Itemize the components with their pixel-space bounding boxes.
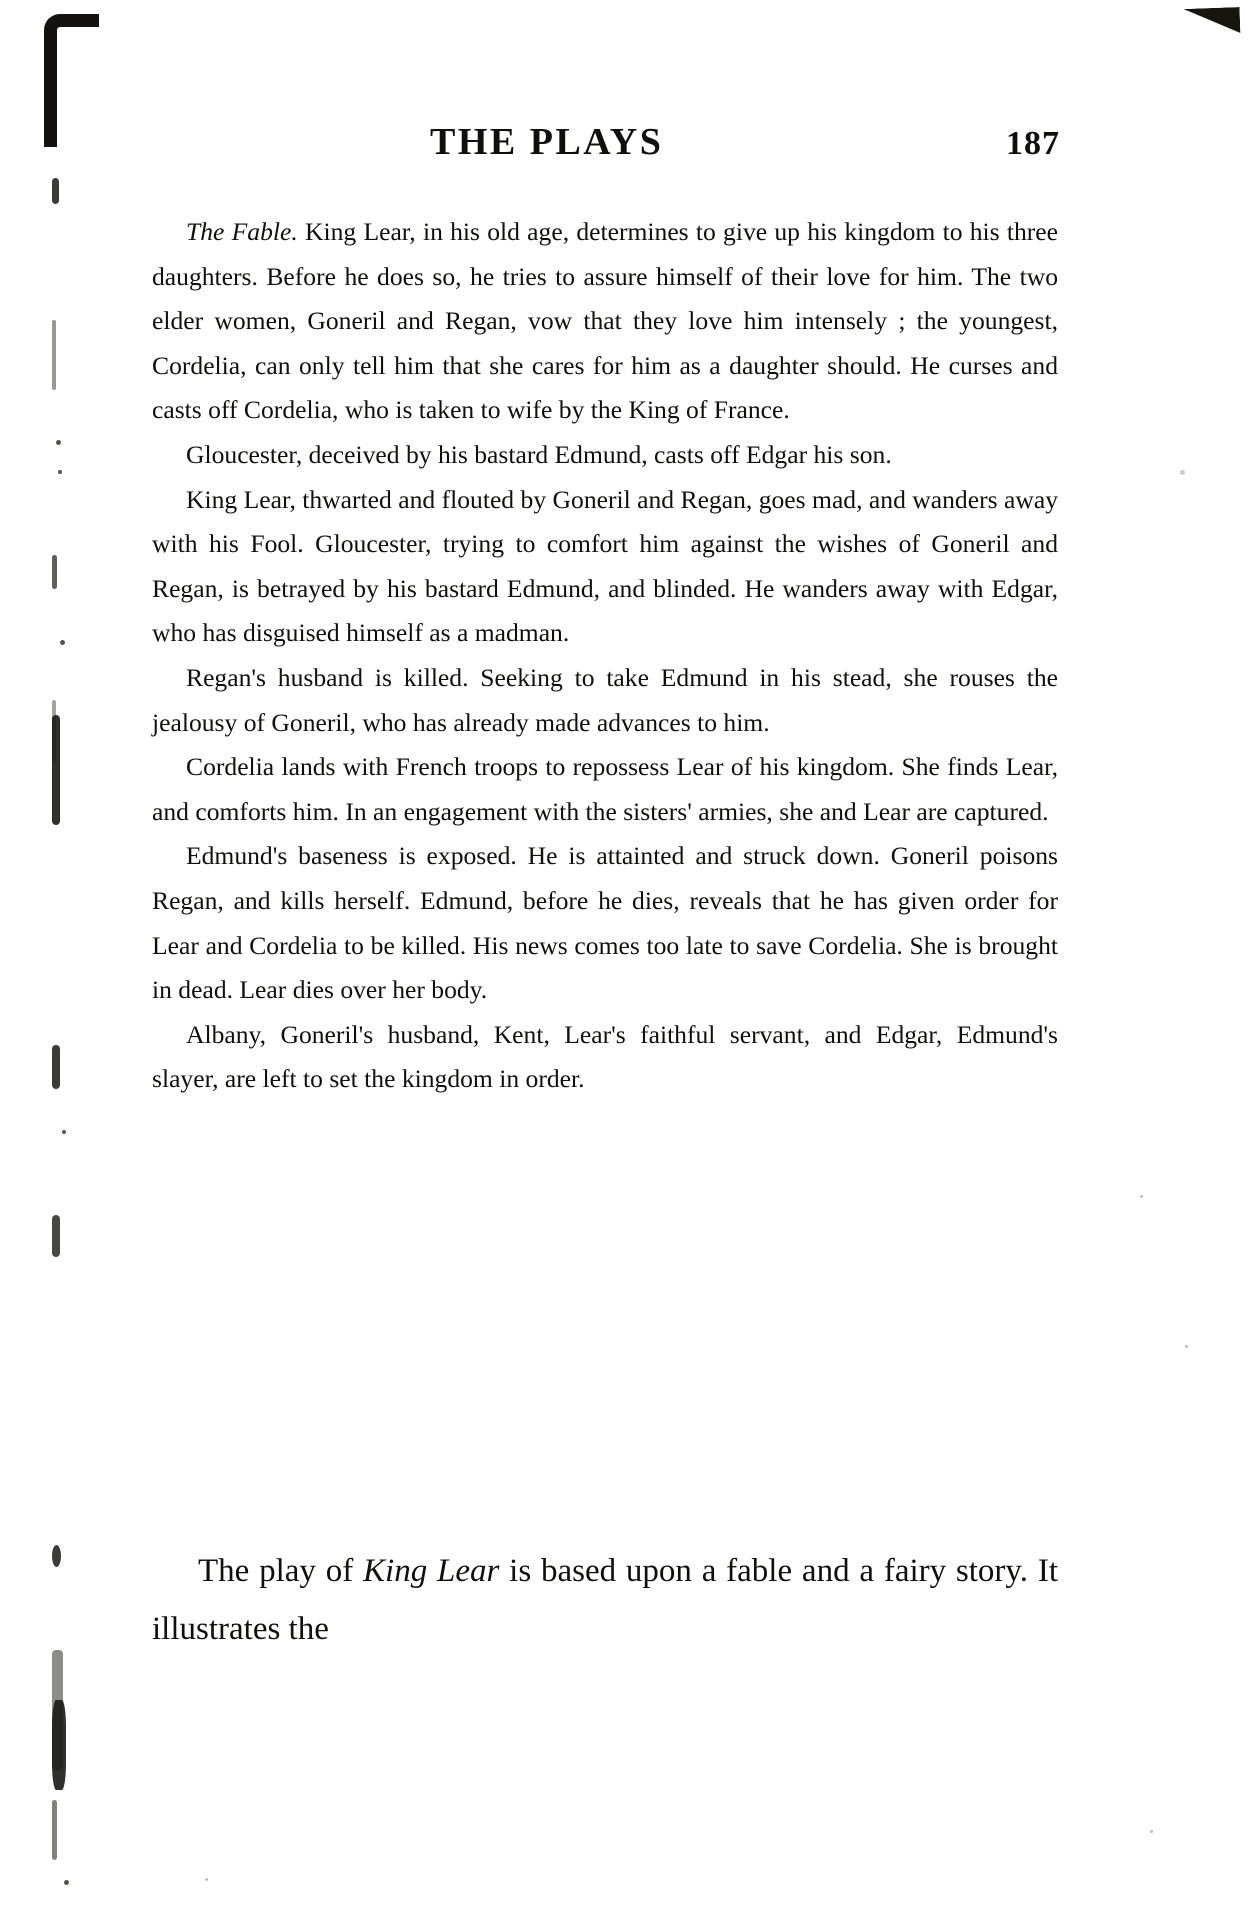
fable-label: The Fable. bbox=[186, 217, 298, 246]
running-head bbox=[150, 120, 1060, 164]
page-title: THE PLAYS bbox=[430, 121, 664, 163]
commentary-lead-in: The play of bbox=[198, 1553, 364, 1589]
paragraph-fable-opening bbox=[152, 210, 1058, 433]
paragraph-text: King Lear, in his old age, determines to give up his kingdom to his three daughters. Before he does so, he tries to assure himself of their love for him. The two elder women, Goneril and Regan, vow that they love him intensely ; the youngest, Cordelia, can only tell him that she cares for him as a daughter should. He curses and casts off Cordelia, who is taken to wife by the King of France. bbox=[152, 217, 1059, 425]
paragraph: Edmund's baseness is exposed. He is attainted and struck down. Goneril poisons Regan, and kills herself. Edmund, before he dies, reveals that he has given order for Lear and Cordelia to be killed. His news comes too late to save Cordelia. She is brought in dead. Lear dies over her body. bbox=[152, 841, 1058, 1005]
paragraph: Gloucester, deceived by his bastard Edmund, casts off Edgar his son. bbox=[186, 439, 892, 469]
paragraph: Cordelia lands with French troops to repossess Lear of his kingdom. She finds Lear, and comforts him. In an engagement with the sisters' armies, she and Lear are captured. bbox=[152, 752, 1058, 826]
paragraph: Albany, Goneril's husband, Kent, Lear's faithful servant, and Edgar, Edmund's slayer, are left to set the kingdom in order. bbox=[152, 1019, 1058, 1094]
paragraph-commentary bbox=[152, 1542, 1058, 1658]
body-text-column bbox=[152, 210, 1058, 1102]
page-number: 187 bbox=[1006, 125, 1060, 162]
paragraph: Regan's husband is killed. Seeking to take Edmund in his stead, she rouses the jealousy of Goneril, who has already made advances to him. bbox=[152, 662, 1058, 737]
work-title: King Lear bbox=[363, 1553, 500, 1589]
commentary-continuation: is based upon a fable and a fairy story. It illustrates the bbox=[152, 1553, 1058, 1647]
paragraph: King Lear, thwarted and flouted by Goneril and Regan, goes mad, and wanders away with his Fool. Gloucester, trying to comfort him against the wishes of Goneril and Regan, is betrayed by his bastard Edmund, and blinded. He wanders away with Edgar, who has disguised himself as a madman. bbox=[152, 484, 1058, 648]
commentary-block bbox=[152, 1542, 1058, 1658]
